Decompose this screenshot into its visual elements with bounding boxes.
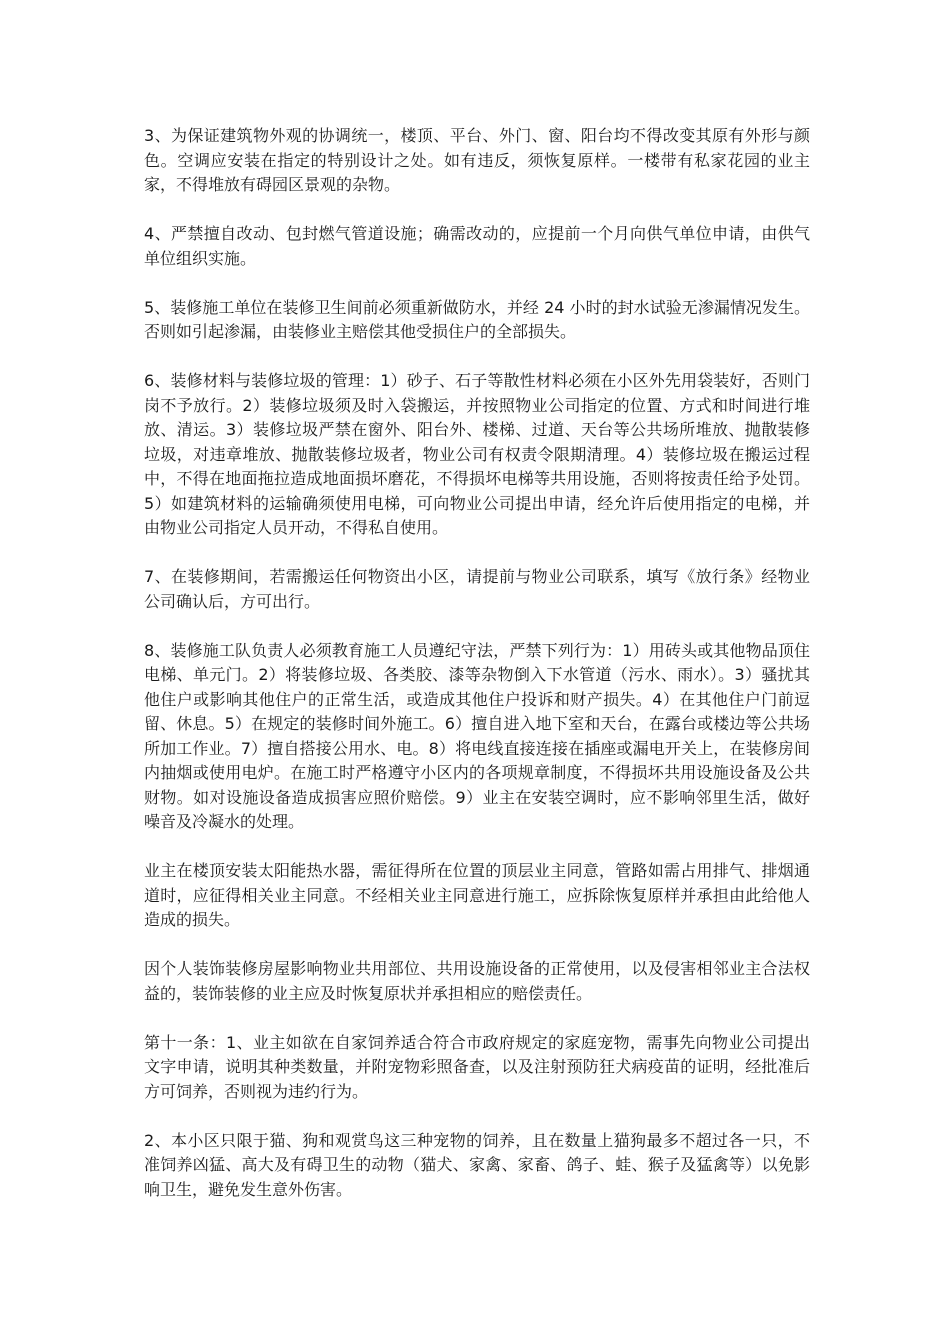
paragraph-liability: 因个人装饰装修房屋影响物业共用部位、共用设施设备的正常使用，以及侵害相邻业主合法权益的，装饰装修的业主应及时恢复原状并承担相应的赔偿责任。	[144, 959, 810, 1003]
paragraph-3: 3、为保证建筑物外观的协调统一，楼顶、平台、外门、窗、阳台均不得改变其原有外形与颜色。空调应安装在指定的特别设计之处。如有违反，须恢复原样。一楼带有私家花园的业主家，不得堆放有碍园区景观的杂物。	[144, 126, 810, 194]
paragraph-6: 6、装修材料与装修垃圾的管理：1）砂子、石子等散性材料必须在小区外先用袋装好，否则门岗不予放行。2）装修垃圾须及时入袋搬运，并按照物业公司指定的位置、方式和时间进行堆放、清运。3）装修垃圾严禁在窗外、阳台外、楼梯、过道、天台等公共场所堆放、抛散装修垃圾，对违章堆放、抛散装修垃圾者，物业公司有权责令限期清理。4）装修垃圾在搬运过程中，不得在地面拖拉造成地面损坏磨花，不得损坏电梯等共用设施，否则将按责任给予处罚。5）如建筑材料的运输确须使用电梯，可向物业公司提出申请，经允许后使用指定的电梯，并由物业公司指定人员开动，不得私自使用。	[144, 371, 810, 537]
paragraph-article-11-item-2: 2、本小区只限于猫、狗和观赏鸟这三种宠物的饲养，且在数量上猫狗最多不超过各一只，不准饲养凶猛、高大及有碍卫生的动物（猫犬、家禽、家畜、鸽子、蛙、猴子及猛禽等）以免影响卫生，避免发生意外伤害。	[144, 1130, 810, 1199]
paragraph-article-11-item-1: 第十一条：1、业主如欲在自家饲养适合符合市政府规定的家庭宠物，需事先向物业公司提出文字申请，说明其种类数量，并附宠物彩照备查，以及注射预防狂犬病疫苗的证明，经批准后方可饲养，否则视为违约行为。	[144, 1032, 810, 1101]
paragraph-7: 7、在装修期间，若需搬运任何物资出小区，请提前与物业公司联系，填写《放行条》经物业公司确认后，方可出行。	[144, 567, 810, 611]
paragraph-5: 5、装修施工单位在装修卫生间前必须重新做防水，并经 24 小时的封水试验无渗漏情况发生。否则如引起渗漏，由装修业主赔偿其他受损住户的全部损失。	[144, 297, 810, 341]
paragraph-solar-heater: 业主在楼顶安装太阳能热水器，需征得所在位置的顶层业主同意，管路如需占用排气、排烟通道时，应征得相关业主同意。不经相关业主同意进行施工，应拆除恢复原样并承担由此给他人造成的损失。	[144, 861, 810, 929]
paragraph-8: 8、装修施工队负责人必须教育施工人员遵纪守法，严禁下列行为：1）用砖头或其他物品顶住电梯、单元门。2）将装修垃圾、各类胶、漆等杂物倒入下水管道（污水、雨水）。3）骚扰其他住户或影响其他住户的正常生活，或造成其他住户投诉和财产损失。4）在其他住户门前逗留、休息。5）在规定的装修时间外施工。6）擅自进入地下室和天台，在露台或楼边等公共场所加工作业。7）擅自搭接公用水、电。8）将电线直接连接在插座或漏电开关上，在装修房间内抽烟或使用电炉。在施工时严格遵守小区内的各项规章制度，不得损坏共用设施设备及公共财物。如对设施设备造成损害应照价赔偿。9）业主在安装空调时，应不影响邻里生活，做好噪音及冷凝水的处理。	[144, 640, 810, 831]
paragraph-4: 4、严禁擅自改动、包封燃气管道设施；确需改动的，应提前一个月向供气单位申请，由供气单位组织实施。	[144, 224, 810, 268]
document-page	[144, 124, 810, 1227]
